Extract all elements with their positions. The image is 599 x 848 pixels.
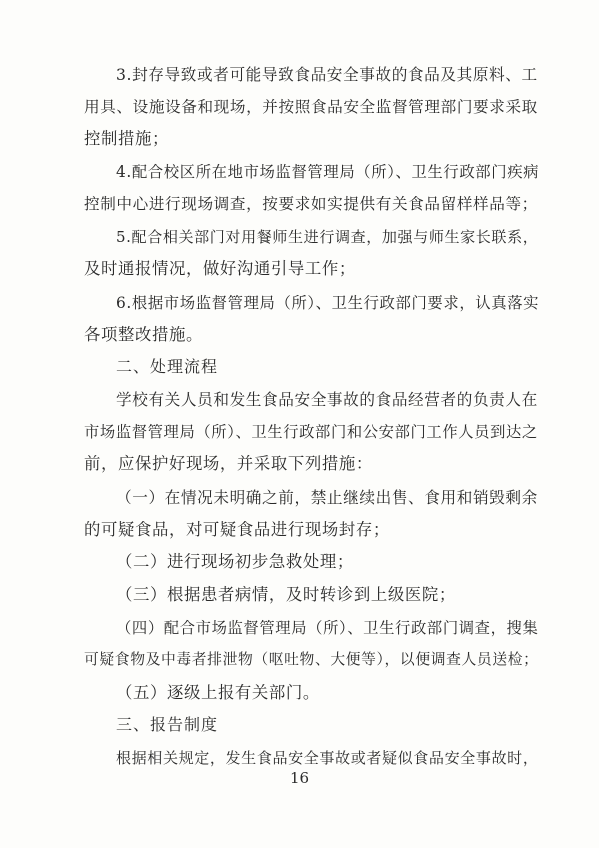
paragraph-line: （三）根据患者病情，及时转诊到上级医院； <box>116 585 456 604</box>
paragraph-line: （五）逐级上报有关部门。 <box>116 683 320 702</box>
paragraph-line: 及时通报情况，做好沟通引导工作； <box>84 259 356 278</box>
paragraph-line: 前，应保护好现场，并采取下列措施： <box>84 454 373 473</box>
paragraph-line: （二）进行现场初步急救处理； <box>116 552 354 571</box>
paragraph-line: 3.封存导致或者可能导致食品安全事故的食品及其原料、工 <box>116 65 538 84</box>
paragraph-line: 的可疑食品，对可疑食品进行现场封存； <box>84 520 390 539</box>
paragraph-line: 控制中心进行现场调查，按要求如实提供有关食品留样样品等； <box>84 195 538 213</box>
paragraph-line: 各项整改措施。 <box>84 325 203 344</box>
paragraph-line: 5.配合相关部门对用餐师生进行调查，加强与师生家长联系， <box>116 228 539 246</box>
paragraph-line: 控制措施； <box>84 129 169 148</box>
paragraph-line: 根据相关规定，发生食品安全事故或者疑似食品安全事故时， <box>116 749 539 767</box>
paragraph-line: 4.配合校区所在地市场监督管理局（所）、卫生行政部门疾病 <box>116 163 540 181</box>
paragraph-line: 学校有关人员和发生食品安全事故的食品经营者的负责人在 <box>116 390 538 409</box>
section-heading: 三、报告制度 <box>116 715 219 734</box>
paragraph-line: 可疑食物及中毒者排泄物（呕吐物、大便等），以便调查人员送检； <box>84 651 539 668</box>
page-number: 16 <box>289 769 310 787</box>
paragraph-line: 市场监督管理局（所）、卫生行政部门和公安部门工作人员到达之 <box>84 423 538 441</box>
paragraph-line: 用具、设施设备和现场，并按照食品安全监督管理部门要求采取 <box>84 98 538 116</box>
section-heading: 二、处理流程 <box>116 357 219 376</box>
paragraph-line: （一）在情况未明确之前，禁止继续出售、食用和销毁剩余 <box>116 488 538 507</box>
paragraph-line: 6.根据市场监督管理局（所）、卫生行政部门要求，认真落实 <box>116 294 540 312</box>
paragraph-line: （四）配合市场监督管理局（所）、卫生行政部门调查，搜集 <box>116 619 539 637</box>
